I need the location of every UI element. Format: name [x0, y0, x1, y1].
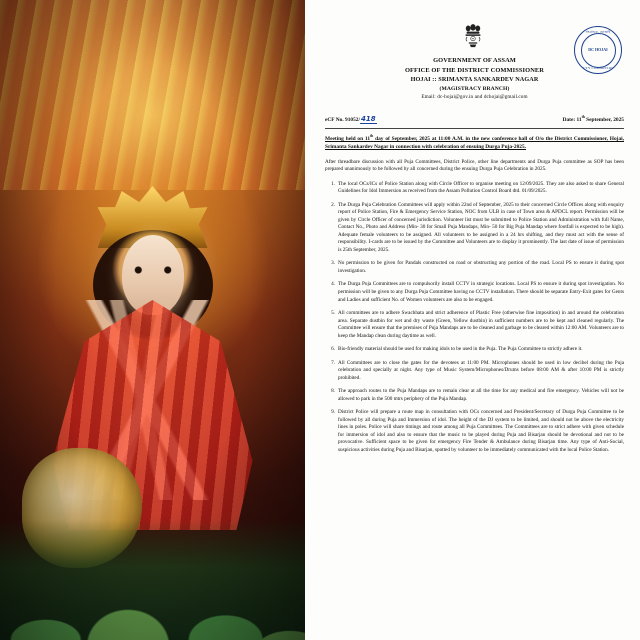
india-state-emblem-icon [462, 22, 484, 52]
document-date [563, 115, 624, 125]
date-ordinal-suffix: th [581, 114, 585, 119]
reference-row [325, 114, 624, 125]
list-item: The Durga Puja Celebration Committees will apply within 22nd of September, 2025 to their concerned Circle Offices along with enquiry report of Police Station, Fire & Emergency Service Station, NOC from ULB in case of Town area & APDCL report. Permission will be given by Circle Officer of concerned jurisdiction. Volunteer list must be submitted to Police Station and Administration with full Name, Contact No., Photo and Address (Min- 30 for Small Puja Mandaps, Min- 50 for Big Puja Mandap where footfall is expected to be high). Adequate female volunteers to be assigned. All volunteers to be assigned in a 24 hrs shifting, and they must act with the sense of responsibility. I-cards are to be issued by the Committee and Volunteers are to display it prominently. The last date of issue of permission is 25th September, 2025. [338, 201, 624, 253]
list-item: All Committees are to close the gates for the devotees at 11:00 PM. Microphones should be used in low decibel during the Puja celebration and specially at night. Any type of Music System/Microphones/Drums before 08:00 AM & after 10:00 PM is strictly prohibited. [338, 359, 624, 381]
sop-clause-list [325, 181, 624, 455]
seal-center-text: DC HOJAI [581, 33, 616, 68]
reference-label: eCF No. 91052/ [325, 116, 360, 123]
list-item: The approach routes to the Puja Mandaps are to remain clear at all the time for any medical and fire emergency. Vehicles will not be allowed to park in the 500 mtrs periphery of the Puja Mandap. [338, 388, 624, 402]
date-label: Date: [562, 116, 576, 123]
introduction-paragraph: After threadbare discussion with all Puja Committees, District Police, other line departments and Durga Puja committee as SOP has been prepared unanimously to be followed by all concerned during the ensuing Durga Puja Celebration in 2025. [325, 158, 624, 173]
reference-handwritten-number: 418 [360, 114, 376, 123]
reference-number [325, 114, 377, 125]
district-commissioner-seal [574, 26, 622, 74]
subject-body: day of September, 2025 at 11:00 A.M. in the new conference hall of O/o the District Commissioner, Hojai, Srimanta Sankardev Nagar in connection with celebration of ensuing Durga Puja-2025. [325, 136, 625, 151]
list-item: Bio-friendly material should be used for making idols to be used in the Puja. The Puja Committee to strictly adhere it. [338, 346, 583, 353]
header-line-branch: (MAGISTRACY BRANCH) [439, 85, 510, 92]
list-item: The Durga Puja Committees are to compulsorily install CCTV in strategic locations. Local PS to ensure it during spot investigation. No permission will be given to any Durga Puja Committee having no CCTV installation. There should be separate Entry-Exit gates for Gents and Ladies and sufficient No. of Women volunteers are also to be engaged. [338, 281, 624, 303]
seal-top-text: সংগ্রাহক, হোজাই [585, 29, 611, 34]
date-day: 11 [576, 116, 582, 123]
meeting-subject-line [325, 135, 624, 152]
idol-eyes [130, 265, 176, 275]
list-item: District Police will prepare a route map in consultation with OCs concerned and President/Secretary of Durga Puja Committee to be followed by all during Puja and Immersion of idol. The height of the DJ system to be limited, and should not be above the electricity lines in poles. Police will share timings and route among all Puja Committees. The Committees are to strict adhere with given schedule for immersion of idol and also to ensure that the music to be played during Puja and Bisarjan should be devotional and not to be provocative. Sufficient space to be given for emergency Fire Tender & Ambulance during Bisarjan time. Any type of Anti-Social, suspicious activities during Puja and Bisarjan, spotted by volunteer to be immediately communicated with the local Police Station. [338, 409, 624, 454]
header-line-office: OFFICE OF THE DISTRICT COMMISSIONER [404, 66, 545, 74]
date-month-year: September, 2025 [586, 116, 624, 123]
header-line-government: GOVERNMENT OF ASSAM [433, 57, 516, 64]
list-item: No permission to be given for Pandals constructed on road or obstructing any portion of the road. Local PS to ensure it during spot investigation. [338, 260, 624, 274]
durga-idol-photo [0, 0, 305, 640]
header-line-district: HOJAI :: SRIMANTA SANKARDEV NAGAR [410, 76, 539, 84]
list-item: The local OCs/ICs of Police Station along with Circle Officer to organise meeting on 12/09/2025. They are also asked to share General Guidelines for Idol Immersion as received from the Assam Pollution Control Board dtd. 01/09/2025. [338, 180, 624, 195]
official-order-document [305, 0, 640, 640]
subject-ordinal-suffix: th [370, 134, 374, 139]
header-email: Email: dc-hojai@gov.in and dchojai@gmail.com [421, 93, 528, 100]
subject-prefix: Meeting held on 11 [325, 136, 371, 143]
seal-bottom-text: DEPUTY COMMISSIONER [576, 65, 620, 70]
list-item: All committees are to adhere Swachhata and strict adherence of Plastic Free (otherwise fine imposition) in and around the celebration area. Separate dustbin for wet and dry waste (Green, Yellow dustbin) in sufficient numbers are to be kept and cleaned regularly. The Committee will ensure that the premises of Puja Mandaps are to be cleaned and garbage to be cleared within 12:00 AM. Volunteers are to keep the Mandap clean during daytime as well. [338, 310, 624, 339]
header-divider [325, 128, 624, 129]
foliage-decoration [0, 490, 305, 640]
